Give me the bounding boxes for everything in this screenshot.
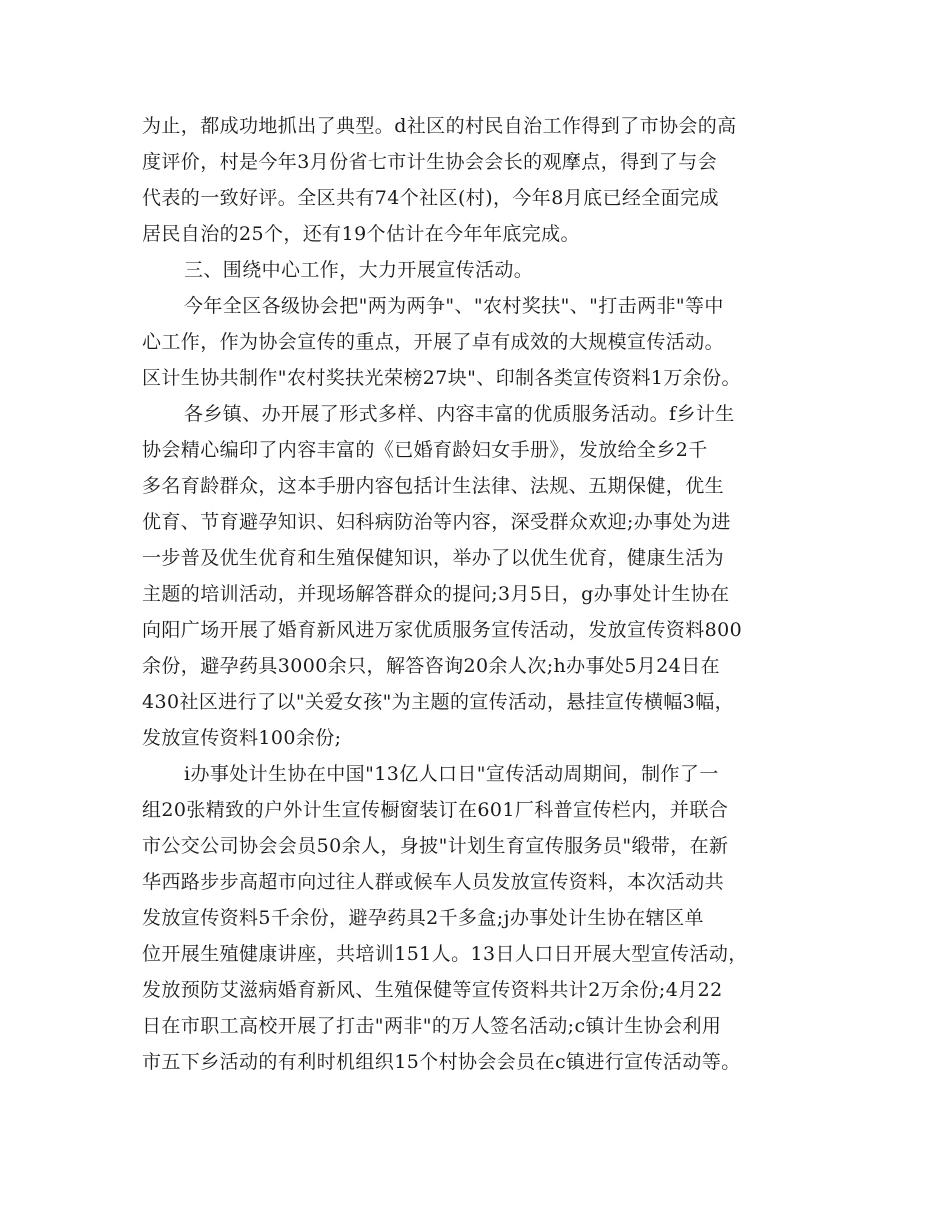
paragraph [142,756,822,1080]
text-line: 今年全区各级协会把"两为两争"、"农村奖扶"、"打击两非"等中 [184,295,724,317]
text-line: 位开展生殖健康讲座，共培训151人。13日人口日开展大型宣传活动， [142,943,748,965]
text-line: 向阳广场开展了婚育新风进万家优质服务宣传活动，发放宣传资料800 [142,619,743,641]
text-line: 为止，都成功地抓出了典型。d社区的村民自治工作得到了市协会的高 [142,115,737,137]
paragraph [142,396,822,756]
text-line: 居民自治的25个，还有19个估计在今年年底完成。 [142,223,580,245]
text-line: 一步普及优生优育和生殖保健知识，举办了以优生优育，健康生活为 [142,547,725,569]
text-line: 430社区进行了以"关爱女孩"为主题的宣传活动，悬挂宣传横幅3幅， [142,691,735,713]
text-line: 发放宣传资料5千余份，避孕药具2千多盒;j办事处计生协在辖区单 [142,907,704,929]
paragraph [142,288,822,396]
text-line: 组20张精致的户外计生宣传橱窗装订在601厂科普宣传栏内，并联合 [142,799,729,821]
text-line: i办事处计生协在中国"13亿人口日"宣传活动周期间，制作了一 [184,763,719,785]
text-line: 度评价，村是今年3月份省七市计生协会会长的观摩点，得到了与会 [142,151,718,173]
text-line: 各乡镇、办开展了形式多样、内容丰富的优质服务活动。f乡计生 [184,403,735,425]
text-line: 华西路步步高超市向过往人群或候车人员发放宣传资料，本次活动共 [142,871,725,893]
text-line: 发放预防艾滋病婚育新风、生殖保健等宣传资料共计2万余份;4月22 [142,979,723,1001]
text-line: 余份，避孕药具3000余只，解答咨询20余人次;h办事处5月24日在 [142,655,721,677]
text-line: 优育、节育避孕知识、妇科病防治等内容，深受群众欢迎;办事处为进 [142,511,731,533]
text-line: 区计生协共制作"农村奖扶光荣榜27块"、印制各类宣传资料1万余份。 [142,367,741,389]
text-line: 日在市职工高校开展了打击"两非"的万人签名活动;c镇计生协会利用 [142,1015,722,1037]
text-line: 主题的培训活动，并现场解答群众的提问;3月5日，g办事处计生协在 [142,583,730,605]
section-heading [142,252,822,288]
text-line: 心工作，作为协会宣传的重点，开展了卓有成效的大规模宣传活动。 [142,331,725,353]
text-line: 多名育龄群众，这本手册内容包括计生法律、法规、五期保健，优生 [142,475,725,497]
document-body [142,108,822,1080]
text-line: 三、围绕中心工作，大力开展宣传活动。 [184,259,534,281]
text-line: 代表的一致好评。全区共有74个社区(村)，今年8月底已经全面完成 [142,187,719,209]
paragraph [142,108,822,252]
text-line: 市五下乡活动的有利时机组织15个村协会会员在c镇进行宣传活动等。 [142,1051,741,1073]
text-line: 市公交公司协会会员50余人，身披"计划生育宣传服务员"缎带，在新 [142,835,729,857]
text-line: 发放宣传资料100余份; [142,727,342,749]
text-line: 协会精心编印了内容丰富的《已婚育龄妇女手册》，发放给全乡2千 [142,439,708,461]
